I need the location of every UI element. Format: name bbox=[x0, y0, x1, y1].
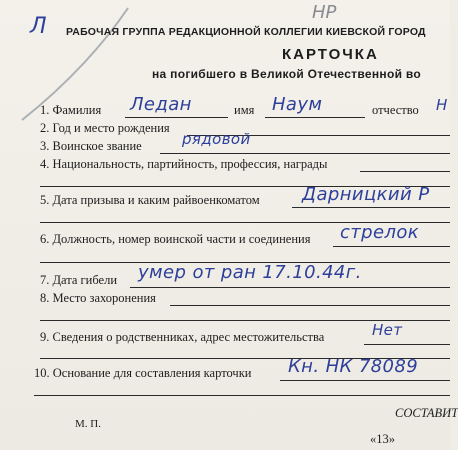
field-value-death-date: умер от ран 17.10.44г. bbox=[138, 262, 362, 283]
field-line-6a bbox=[333, 246, 450, 247]
field-line-8a bbox=[170, 305, 450, 306]
card-title: КАРТОЧКА bbox=[282, 46, 379, 63]
field-label-8: 8. Место захоронения bbox=[40, 291, 156, 305]
field-line-4a bbox=[360, 171, 450, 172]
field-line-surname bbox=[125, 117, 228, 118]
field-label-7: 7. Дата гибели bbox=[40, 273, 118, 287]
field-label-patronymic: отчество bbox=[372, 103, 419, 117]
composed-label: СОСТАВИТ bbox=[395, 406, 458, 420]
stamp-place-label: М. П. bbox=[75, 418, 101, 430]
field-value-rank: рядовой bbox=[182, 130, 251, 148]
top-pencil-mark: НР bbox=[312, 2, 337, 23]
field-label-4: 4. Национальность, партийность, профессия, награды bbox=[40, 157, 328, 171]
field-label-10: 10. Основание для составления карточки bbox=[34, 366, 252, 380]
field-line-5a bbox=[292, 207, 450, 208]
field-line-10a bbox=[280, 380, 450, 381]
field-label-2: 2. Год и место рождения bbox=[40, 121, 170, 135]
field-line-9a bbox=[364, 344, 450, 345]
field-label-name: имя bbox=[234, 103, 255, 117]
field-value-relatives: Нет bbox=[372, 321, 403, 339]
field-value-basis: Кн. НК 78089 bbox=[288, 356, 419, 377]
field-line-10b bbox=[34, 395, 450, 396]
corner-letter: Л bbox=[30, 14, 47, 39]
field-line-3 bbox=[160, 153, 450, 154]
field-label-9: 9. Сведения о родственниках, адрес местожительства bbox=[40, 330, 325, 344]
field-label-5: 5. Дата призыва и каким райвоенкоматом bbox=[40, 193, 260, 207]
field-label-1: 1. Фамилия bbox=[40, 103, 102, 117]
field-label-3: 3. Воинское звание bbox=[40, 139, 142, 153]
field-value-name: Наум bbox=[272, 94, 323, 115]
field-value-surname: Ледан bbox=[130, 94, 192, 115]
card-subtitle: на погибшего в Великой Отечественной во bbox=[152, 67, 422, 81]
field-line-name bbox=[265, 117, 365, 118]
field-label-6: 6. Должность, номер воинской части и соединения bbox=[40, 232, 311, 246]
field-value-position: стрелок bbox=[340, 222, 420, 243]
field-value-draft: Дарницкий Р bbox=[302, 184, 430, 205]
field-line-7 bbox=[130, 287, 450, 288]
field-value-patronymic: Н bbox=[436, 96, 448, 114]
date-fragment: «13» bbox=[370, 432, 395, 446]
organization-header: РАБОЧАЯ ГРУППА РЕДАКЦИОННОЙ КОЛЛЕГИИ КИЕВСКОЙ ГОРОД bbox=[66, 26, 426, 38]
